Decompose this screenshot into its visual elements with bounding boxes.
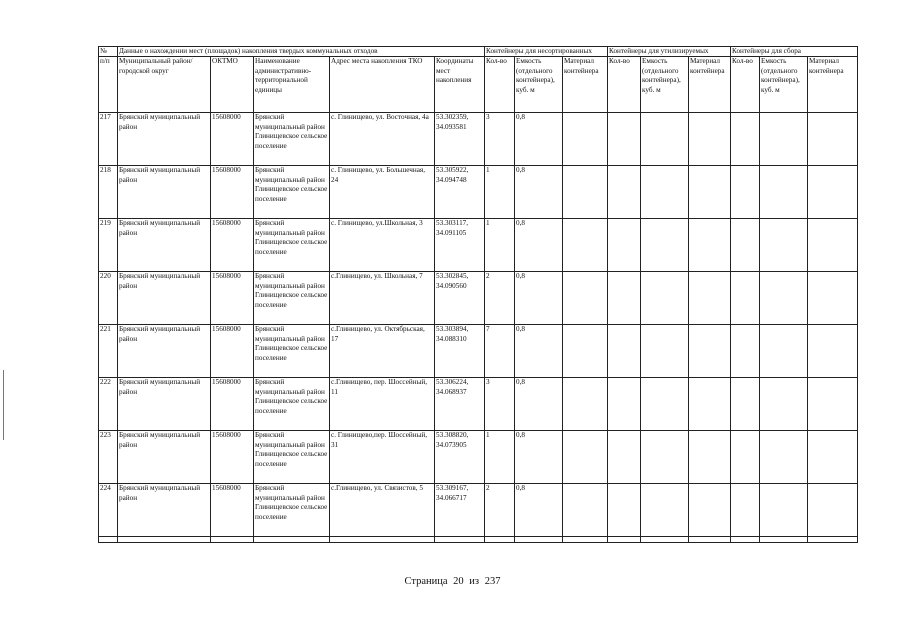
- cell-empty: [485, 537, 515, 543]
- cell-material2: [689, 219, 731, 272]
- cell-coords: 53.305922, 34.094748: [435, 166, 485, 219]
- cell-empty: [808, 537, 858, 543]
- cell-capacity: 0,8: [515, 272, 563, 325]
- cell-empty: [330, 537, 435, 543]
- cell-qty3: [731, 378, 760, 431]
- cell-capacity3: [760, 219, 808, 272]
- cell-material: [563, 166, 608, 219]
- header-admin-unit: Наименование административно-территориальной единицы: [254, 57, 330, 113]
- cell-capacity: 0,8: [515, 378, 563, 431]
- cell-qty3: [731, 431, 760, 484]
- cell-capacity2: [641, 272, 689, 325]
- cell-admin-unit: Брянский муниципальный район Глинищевское сельское поселение: [254, 166, 330, 219]
- cell-qty2: [608, 378, 641, 431]
- header-qty-recycle: Кол-во: [608, 57, 641, 113]
- cell-no: 223: [99, 431, 118, 484]
- cell-empty: [435, 537, 485, 543]
- cell-empty: [760, 537, 808, 543]
- table-row: [99, 219, 858, 272]
- cell-capacity2: [641, 431, 689, 484]
- cell-address: с. Глинищево, ул. Восточная, 4а: [330, 113, 435, 166]
- cell-coords: 53.308820, 34.073905: [435, 431, 485, 484]
- cell-no: 221: [99, 325, 118, 378]
- cell-no: 217: [99, 113, 118, 166]
- footer-of-word: из: [469, 576, 480, 587]
- cell-qty3: [731, 272, 760, 325]
- cell-municipality: Брянский муниципальный район: [118, 431, 211, 484]
- cell-material: [563, 219, 608, 272]
- footer-total-pages: 237: [484, 576, 501, 587]
- cell-qty2: [608, 431, 641, 484]
- registry-table: [98, 46, 858, 543]
- cell-empty: [118, 537, 211, 543]
- table-row: [99, 484, 858, 537]
- cell-capacity: 0,8: [515, 219, 563, 272]
- cell-capacity: 0,8: [515, 484, 563, 537]
- cell-municipality: Брянский муниципальный район: [118, 166, 211, 219]
- footer-page-word: Страница: [404, 576, 448, 587]
- cell-address: с.Глинищево, ул. Октябрьская, 17: [330, 325, 435, 378]
- header-capacity-collect: Емкость (отдельного контейнера), куб. м: [760, 57, 808, 113]
- cell-address: с. Глинищево,пер. Шоссейный, 31: [330, 431, 435, 484]
- cell-material3: [808, 272, 858, 325]
- table-row: [99, 166, 858, 219]
- cell-qty: 1: [485, 431, 515, 484]
- cell-material: [563, 272, 608, 325]
- cell-municipality: Брянский муниципальный район: [118, 378, 211, 431]
- cell-capacity3: [760, 272, 808, 325]
- cell-address: с.Глинищево, ул. Связистов, 5: [330, 484, 435, 537]
- cell-empty: [731, 537, 760, 543]
- cell-material2: [689, 431, 731, 484]
- cell-oktmo: 15608000: [211, 219, 254, 272]
- header-address: Адрес места накопления ТКО: [330, 57, 435, 113]
- document-sheet: [98, 46, 858, 543]
- cell-admin-unit: Брянский муниципальный район Глинищевское сельское поселение: [254, 272, 330, 325]
- cell-capacity2: [641, 325, 689, 378]
- cell-material2: [689, 484, 731, 537]
- cell-coords: 53.303117, 34.091105: [435, 219, 485, 272]
- cell-oktmo: 15608000: [211, 431, 254, 484]
- cell-qty3: [731, 325, 760, 378]
- cell-material3: [808, 484, 858, 537]
- header-municipality: Муниципальный район/городской округ: [118, 57, 211, 113]
- header-no: №: [99, 47, 118, 57]
- cell-capacity: 0,8: [515, 166, 563, 219]
- cell-qty: 1: [485, 219, 515, 272]
- cell-material3: [808, 219, 858, 272]
- cell-admin-unit: Брянский муниципальный район Глинищевское сельское поселение: [254, 325, 330, 378]
- table-row-tail: [99, 537, 858, 543]
- header-material-collect: Материал контейнера: [808, 57, 858, 113]
- cell-material: [563, 325, 608, 378]
- header-coords: Координаты мест накопления: [435, 57, 485, 113]
- cell-material3: [808, 113, 858, 166]
- cell-no: 219: [99, 219, 118, 272]
- cell-municipality: Брянский муниципальный район: [118, 113, 211, 166]
- cell-capacity3: [760, 431, 808, 484]
- cell-oktmo: 15608000: [211, 166, 254, 219]
- cell-capacity2: [641, 166, 689, 219]
- cell-oktmo: 15608000: [211, 378, 254, 431]
- cell-capacity3: [760, 113, 808, 166]
- cell-capacity: 0,8: [515, 113, 563, 166]
- cell-qty2: [608, 166, 641, 219]
- cell-empty: [689, 537, 731, 543]
- cell-material: [563, 484, 608, 537]
- cell-coords: 53.302845, 34.090560: [435, 272, 485, 325]
- cell-empty: [99, 537, 118, 543]
- cell-coords: 53.302359, 34.093581: [435, 113, 485, 166]
- header-row-columns: [99, 57, 858, 113]
- cell-address: с. Глинищево, ул.Школьная, 3: [330, 219, 435, 272]
- header-group-location: Данные о нахождении мест (площадок) накопления твердых коммунальных отходов: [118, 47, 485, 57]
- scan-edge-mark: [3, 370, 4, 440]
- cell-qty: 1: [485, 166, 515, 219]
- table-row: [99, 378, 858, 431]
- registry-table-body: [99, 47, 858, 543]
- header-group-recycle: Контейнеры для утилизируемых: [608, 47, 731, 57]
- cell-coords: 53.303894, 34.088310: [435, 325, 485, 378]
- cell-qty2: [608, 484, 641, 537]
- cell-qty3: [731, 113, 760, 166]
- cell-admin-unit: Брянский муниципальный район Глинищевское сельское поселение: [254, 484, 330, 537]
- header-group-unsorted: Контейнеры для несортированных: [485, 47, 608, 57]
- cell-no: 218: [99, 166, 118, 219]
- cell-municipality: Брянский муниципальный район: [118, 272, 211, 325]
- table-row: [99, 431, 858, 484]
- cell-no: 222: [99, 378, 118, 431]
- cell-material2: [689, 113, 731, 166]
- cell-qty2: [608, 325, 641, 378]
- cell-capacity: 0,8: [515, 325, 563, 378]
- header-capacity-recycle: Емкость (отдельного контейнера), куб. м: [641, 57, 689, 113]
- header-capacity-unsorted: Емкость (отдельного контейнера), куб. м: [515, 57, 563, 113]
- header-no-sub: п/п: [99, 57, 118, 113]
- cell-qty2: [608, 219, 641, 272]
- cell-qty: 7: [485, 325, 515, 378]
- cell-material2: [689, 166, 731, 219]
- footer-page-number: 20: [453, 576, 464, 587]
- cell-coords: 53.309167, 34.066717: [435, 484, 485, 537]
- header-material-unsorted: Материал контейнера: [563, 57, 608, 113]
- cell-capacity: 0,8: [515, 431, 563, 484]
- table-row: [99, 325, 858, 378]
- cell-qty: 2: [485, 484, 515, 537]
- cell-material: [563, 378, 608, 431]
- cell-municipality: Брянский муниципальный район: [118, 484, 211, 537]
- cell-address: с.Глинищево, пер. Шоссейный, 11: [330, 378, 435, 431]
- cell-capacity2: [641, 378, 689, 431]
- cell-no: 220: [99, 272, 118, 325]
- cell-qty: 2: [485, 272, 515, 325]
- cell-oktmo: 15608000: [211, 484, 254, 537]
- cell-no: 224: [99, 484, 118, 537]
- cell-oktmo: 15608000: [211, 325, 254, 378]
- cell-admin-unit: Брянский муниципальный район Глинищевское сельское поселение: [254, 113, 330, 166]
- cell-empty: [254, 537, 330, 543]
- cell-qty3: [731, 219, 760, 272]
- cell-oktmo: 15608000: [211, 113, 254, 166]
- header-row-groups: [99, 47, 858, 57]
- cell-capacity3: [760, 378, 808, 431]
- cell-material3: [808, 166, 858, 219]
- cell-empty: [515, 537, 563, 543]
- cell-admin-unit: Брянский муниципальный район Глинищевское сельское поселение: [254, 431, 330, 484]
- header-group-collect: Контейнеры для сбора: [731, 47, 858, 57]
- cell-empty: [211, 537, 254, 543]
- header-qty-unsorted: Кол-во: [485, 57, 515, 113]
- cell-material3: [808, 431, 858, 484]
- cell-capacity2: [641, 113, 689, 166]
- cell-material: [563, 113, 608, 166]
- cell-qty: 3: [485, 113, 515, 166]
- cell-qty2: [608, 272, 641, 325]
- table-row: [99, 272, 858, 325]
- cell-capacity2: [641, 219, 689, 272]
- cell-material2: [689, 325, 731, 378]
- header-oktmo: ОКТМО: [211, 57, 254, 113]
- cell-qty2: [608, 113, 641, 166]
- cell-qty3: [731, 166, 760, 219]
- table-row: [99, 113, 858, 166]
- cell-empty: [641, 537, 689, 543]
- cell-municipality: Брянский муниципальный район: [118, 219, 211, 272]
- cell-address: с.Глинищево, ул. Школьная, 7: [330, 272, 435, 325]
- cell-oktmo: 15608000: [211, 272, 254, 325]
- cell-material2: [689, 272, 731, 325]
- cell-admin-unit: Брянский муниципальный район Глинищевское сельское поселение: [254, 219, 330, 272]
- cell-address: с. Глинищево, ул. Большечная, 24: [330, 166, 435, 219]
- cell-material: [563, 431, 608, 484]
- cell-capacity3: [760, 166, 808, 219]
- cell-qty: 3: [485, 378, 515, 431]
- cell-material3: [808, 325, 858, 378]
- header-material-recycle: Материал контейнера: [689, 57, 731, 113]
- cell-capacity3: [760, 484, 808, 537]
- cell-qty3: [731, 484, 760, 537]
- cell-coords: 53.306224, 34.068937: [435, 378, 485, 431]
- cell-municipality: Брянский муниципальный район: [118, 325, 211, 378]
- cell-empty: [563, 537, 608, 543]
- cell-material3: [808, 378, 858, 431]
- cell-capacity2: [641, 484, 689, 537]
- page-footer: [0, 576, 905, 587]
- cell-empty: [608, 537, 641, 543]
- cell-material2: [689, 378, 731, 431]
- header-qty-collect: Кол-во: [731, 57, 760, 113]
- cell-capacity3: [760, 325, 808, 378]
- cell-admin-unit: Брянский муниципальный район Глинищевское сельское поселение: [254, 378, 330, 431]
